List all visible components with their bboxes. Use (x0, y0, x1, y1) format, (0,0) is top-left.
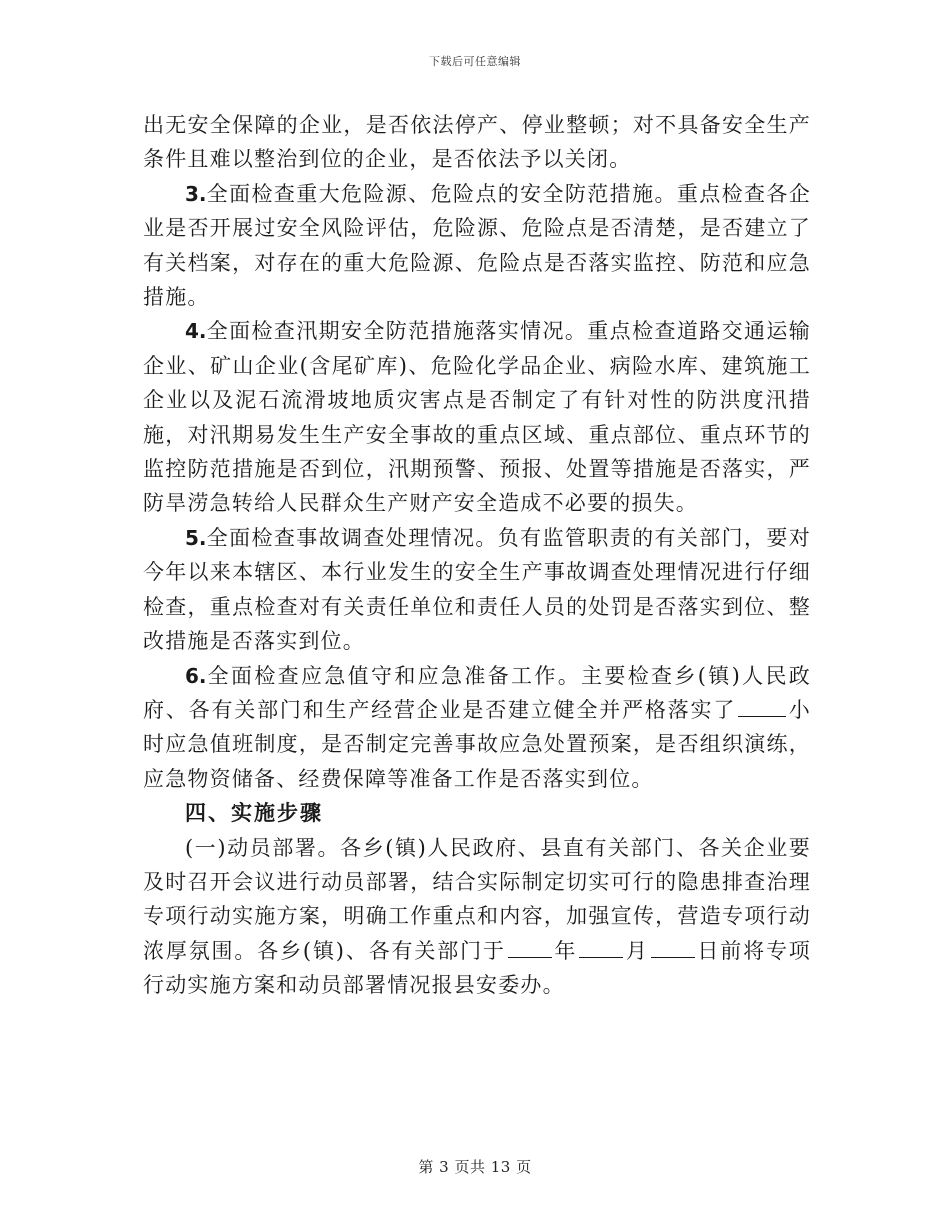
step-text: (一)动员部署。各乡(镇)人民政府、县直有关部门、各关企业要及时召开会议进行动员部署，结合实际制定切实可行的隐患排查治理专项行动实施方案，明确工作重点和内容，加强宣传，营造专项行动浓厚氛围。各乡(镇)、各有关部门于 (143, 835, 811, 963)
paragraph-step-1 (143, 831, 811, 1003)
page-footer: 第 3 页共 13 页 (418, 1158, 532, 1176)
item-text: 全面检查重大危险源、危险点的安全防范措施。重点检查各企业是否开展过安全风险评估，危险源、危险点是否清楚，是否建立了有关档案，对存在的重大危险源、危险点是否落实监控、防范和应急措施。 (143, 181, 811, 310)
item-text: 全面检查事故调查处理情况。负有监管职责的有关部门，要对今年以来本辖区、本行业发生的安全生产事故调查处理情况进行仔细检查，重点检查对有关责任单位和责任人员的处罚是否落实到位、整改措施是否落实到位。 (143, 525, 811, 654)
page-header: 下载后可任意编辑 (429, 55, 521, 68)
item-text-continued: 小时应急值班制度，是否制定完善事故应急处置预案，是否组织演练，应急物资储备、经费保障等准备工作是否落实到位。 (143, 697, 812, 791)
item-text: 全面检查汛期安全防范措施落实情况。重点检查道路交通运输企业、矿山企业(含尾矿库)、危险化学品企业、病险水库、建筑施工企业以及泥石流滑坡地质灾害点是否制定了有针对性的防洪度汛措施，对汛期易发生生产安全事故的重点区域、重点部位、重点环节的监控防范措施是否到位，汛期预警、预报、处置等措施是否落实，严防旱涝急转给人民群众生产财产安全造成不必要的损失。 (143, 319, 811, 516)
paragraph-item-3 (143, 177, 811, 315)
section-heading: 四、实施步骤 (185, 800, 323, 826)
item-number: 5. (185, 525, 207, 550)
item-text: 全面检查应急值守和应急准备工作。主要检查乡(镇)人民政府、各有关部门和生产经营企业是否建立健全并严格落实了 (143, 663, 811, 722)
item-number: 3. (185, 181, 207, 206)
step-text-continued: 日前将专项行动实施方案和动员部署情况报县安委办。 (143, 938, 812, 998)
paragraph-item-5 (143, 521, 811, 659)
item-number: 4. (185, 319, 207, 344)
fill-blank-month (579, 937, 623, 958)
paragraph-intro: 出无安全保障的企业，是否依法停产、停业整顿；对不具备安全生产条件且难以整治到位的企业，是否依法予以关闭。 (143, 113, 811, 172)
paragraph-item-6 (143, 659, 811, 797)
month-label: 月 (625, 938, 649, 963)
fill-blank-year (508, 937, 552, 958)
fill-blank-hours (738, 696, 786, 717)
fill-blank-day (651, 937, 695, 958)
year-label: 年 (553, 938, 578, 963)
paragraph-item-4 (143, 314, 811, 520)
document-body (143, 108, 811, 1003)
item-number: 6. (185, 663, 207, 688)
